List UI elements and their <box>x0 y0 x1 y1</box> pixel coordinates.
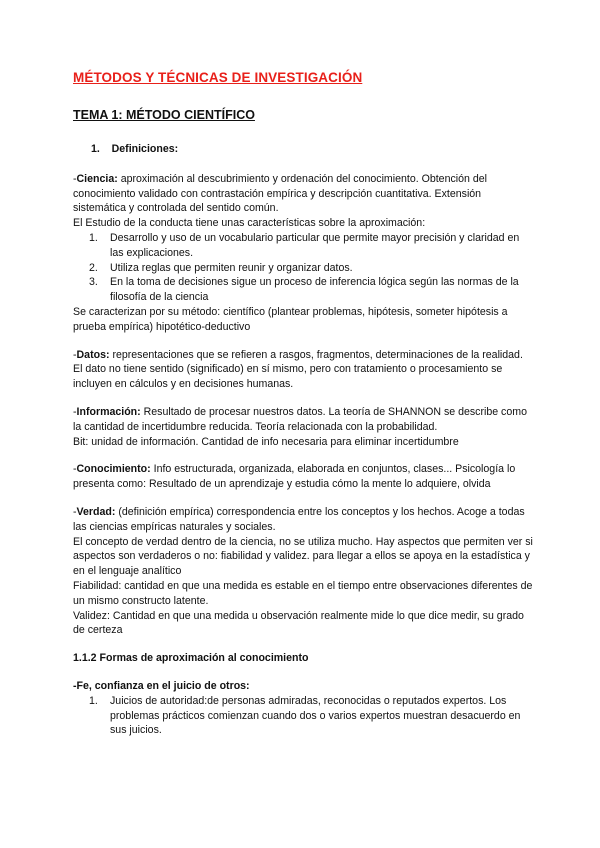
term-datos: Datos: <box>76 348 110 361</box>
definition-text: representaciones que se refieren a rasgos, fragmentos, determinaciones de la realidad. El dato no tiene sentido (significado) en sí mismo, pero con tratamiento o procesamiento se incluyen en cálculos y en decisiones humanas. <box>73 348 523 391</box>
topic-heading: TEMA 1: MÉTODO CIENTÍFICO <box>73 108 255 122</box>
list-number: 1. <box>89 231 98 244</box>
paragraph-concepto-verdad: El concepto de verdad dentro de la ciencia, no se utiliza mucho. Hay aspectos que permiten ver si aspectos son verdaderos o no: fiabilidad y validez. para llegar a ellos se apoya en la estadística y en el lenguaje analítico <box>73 535 533 578</box>
paragraph-conocimiento <box>73 462 535 492</box>
paragraph-bit: Bit: unidad de información. Cantidad de info necesaria para eliminar incertidumbre <box>73 435 459 448</box>
section-number: 1. <box>91 143 100 155</box>
list-item <box>73 694 535 738</box>
paragraph-metodo: Se caracterizan por su método: científico (plantear problemas, hipótesis, someter hipótesis a prueba empírica) hipotético-deductivo <box>73 305 508 333</box>
ciencia-list <box>73 231 535 305</box>
list-text: Utiliza reglas que permiten reunir y organizar datos. <box>110 261 353 274</box>
dash: - <box>73 405 77 418</box>
paragraph-fiabilidad: Fiabilidad: cantidad en que una medida es estable en el tiempo entre observaciones diferentes de un mismo constructo latente. <box>73 579 533 607</box>
document-title: MÉTODOS Y TÉCNICAS DE INVESTIGACIÓN <box>73 70 363 85</box>
definition-text: (definición empírica) correspondencia entre los conceptos y los hechos. Acoge a todas las ciencias empíricas naturales y sociales. <box>73 505 525 533</box>
paragraph-verdad <box>73 505 535 535</box>
list-text: En la toma de decisiones sigue un proceso de inferencia lógica según las normas de la filosofía de la ciencia <box>110 276 519 304</box>
list-item <box>73 275 535 305</box>
definition-text: Info estructurada, organizada, elaborada en conjuntos, clases... Psicología lo presenta como: Resultado de un aprendizaje y estudia cómo la mente lo adquiere, olvida <box>73 463 516 491</box>
dash: - <box>73 172 77 185</box>
section-label: Definiciones: <box>111 143 179 155</box>
list-item <box>73 261 535 276</box>
term-verdad: Verdad: <box>76 505 116 518</box>
paragraph-ciencia <box>73 172 535 216</box>
dash: - <box>73 463 77 476</box>
paragraph-informacion <box>73 405 535 435</box>
section-heading-definiciones <box>91 142 535 157</box>
list-number: 1. <box>89 694 98 707</box>
term-ciencia: Ciencia: <box>76 172 118 185</box>
term-conocimiento: Conocimiento: <box>76 463 151 476</box>
fe-list <box>73 694 535 738</box>
list-number: 2. <box>89 261 98 274</box>
paragraph-validez: Validez: Cantidad en que una medida u observación realmente mide lo que dice medir, su grado de certeza <box>73 609 524 637</box>
heading-fe: -Fe, confianza en el juicio de otros: <box>73 679 250 692</box>
paragraph-estudio: El Estudio de la conducta tiene unas características sobre la aproximación: <box>73 217 426 230</box>
term-informacion: Información: <box>76 405 141 418</box>
list-number: 3. <box>89 276 98 289</box>
dash: - <box>73 348 77 361</box>
definition-text: Resultado de procesar nuestros datos. La teoría de SHANNON se describe como la cantidad de incertidumbre reducida. Teoría relacionada con la probabilidad. <box>73 405 527 433</box>
dash: - <box>73 505 77 518</box>
document-body <box>73 142 535 738</box>
definition-text: aproximación al descubrimiento y ordenación del conocimiento. Obtención del conocimiento validado con contrastación empírica y descripción cuantitativa. Extensión sistemática y controlada del sentido común. <box>73 172 487 215</box>
section-heading-formas: 1.1.2 Formas de aproximación al conocimiento <box>73 652 309 665</box>
list-text: Juicios de autoridad:de personas admiradas, reconocidas o reputados expertos. Los problemas prácticos comienzan cuando dos o varios expertos muestran desacuerdo en sus juicios. <box>110 694 521 737</box>
list-item <box>73 231 535 261</box>
list-text: Desarrollo y uso de un vocabulario particular que permite mayor precisión y claridad en las explicaciones. <box>110 231 520 259</box>
paragraph-datos <box>73 348 535 392</box>
